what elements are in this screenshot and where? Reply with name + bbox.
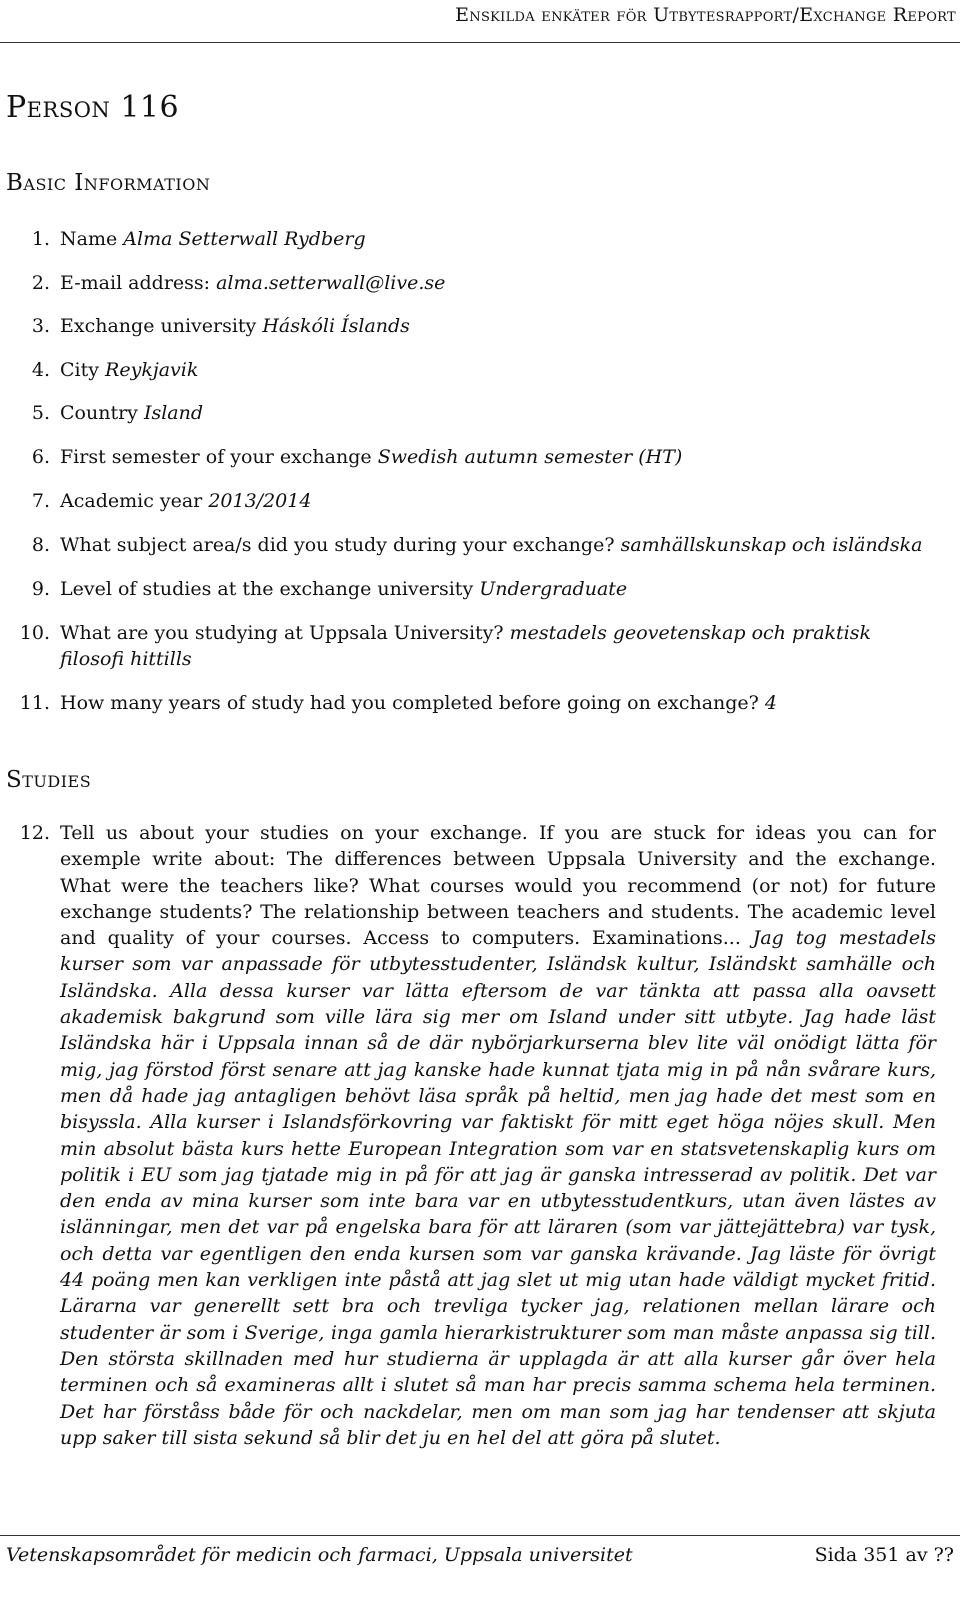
question-body <box>60 226 940 252</box>
page-header <box>0 0 960 43</box>
question-body <box>60 270 940 296</box>
question-body <box>60 576 940 602</box>
question-text: E-mail address: <box>60 272 211 294</box>
question-body <box>60 444 940 470</box>
section-studies: Studies <box>6 767 92 793</box>
answer-text: Swedish autumn semester (HT) <box>377 446 683 468</box>
answer-text: Háskóli Íslands <box>262 315 410 337</box>
answer-text: Reykjavik <box>105 359 199 381</box>
answer-text: Jag tog mestadels kurser som var anpassade för utbytesstudenter, Isländsk kultur, Isländskt samhälle och Isländska. Alla dessa kurser var lätta eftersom de var tänkta att passa alla oavsett akademisk bakgrund som ville lära sig mer om Island under sitt utbyte. Jag hade läst Isländska här i Uppsala innan så de där nybörjarkurserna blev lite väl onödigt lätta för mig, jag förstod först senare att jag kanske hade kunnat tjata mig in på nån svårare kurs, men då hade jag antagligen behövt läsa språk på heltid, men jag hade det mest som en bisyssla. Alla kurser i Islandsförkovring var faktiskt för mitt eget höga nöjes skull. Men min absolut bästa kurs hette European Integration som var en statsvetenskaplig kurs om politik i EU som jag tjatade mig in på för att jag är ganska intresserad av politik. Det var den enda av mina kurser som inte bara var en utbytesstudentkurs, utan även lästes av islänningar, men det var på engelska bara för att läraren (som var jättejättebra) var tysk, och detta var egentligen den enda kursen som var ganska krävande. Jag läste för övrigt 44 poäng men kan verkligen inte påstå att jag slet ut mig utan hade väldigt mycket fritid. Lärarna var generellt sett bra och trevliga tycker jag, relationen mellan lärare och studenter är som i Sverige, inga gamla hierarkistrukturer som man måste anpassa sig till. Den största skillnaden med hur studierna är upplagda är att alla kurser går över hela terminen och så examineras allt i slutet så man har precis samma schema hela terminen. Det har förståss både för och nackdelar, men om man som jag har tendenser att skjuta upp saker till sista sekund så blir det ju en hel del att göra på slutet. <box>60 927 936 1449</box>
question-body <box>60 357 940 383</box>
question-number: 12. <box>19 822 50 844</box>
person-title: Person 116 <box>6 90 180 125</box>
question-body <box>60 400 940 426</box>
question-text: What are you studying at Uppsala University? <box>60 622 504 644</box>
question-body <box>60 532 940 558</box>
question-text: First semester of your exchange <box>60 446 372 468</box>
answer-text: 4 <box>764 692 778 714</box>
question-text: Academic year <box>60 490 203 512</box>
question-number: 9. <box>31 578 50 600</box>
question-body <box>60 313 940 339</box>
question-body <box>60 690 940 716</box>
answer-text: mestadels geovetenskap och praktisk filosofi hittills <box>60 622 872 670</box>
question-number: 6. <box>31 446 50 468</box>
answer-text: alma.setterwall@live.se <box>216 272 446 294</box>
answer-text: 2013/2014 <box>208 490 312 512</box>
answer-text: Alma Setterwall Rydberg <box>123 228 366 250</box>
question-number: 7. <box>31 490 50 512</box>
question-number: 11. <box>19 692 50 714</box>
footer-institution: Vetenskapsområdet för medicin och farmaci, Uppsala universitet <box>6 1544 633 1566</box>
question-number: 1. <box>31 228 50 250</box>
question-text: How many years of study had you completed before going on exchange? <box>60 692 759 714</box>
question-number: 5. <box>31 402 50 424</box>
question-body <box>60 488 940 514</box>
question-text: City <box>60 359 99 381</box>
question-body <box>60 620 940 672</box>
footer-rule <box>0 1535 960 1538</box>
question-text: Tell us about your studies on your exchange. If you are stuck for ideas you can for exemple write about: The differences between Uppsala University and the exchange. What were the teachers like? What courses would you recommend (or not) for future exchange students? The relationship between teachers and students. The academic level and quality of your courses. Access to computers. Examinations... <box>60 822 936 950</box>
studies-question-item <box>60 820 936 1451</box>
question-text: Level of studies at the exchange university <box>60 578 474 600</box>
question-number: 2. <box>31 272 50 294</box>
answer-text: Undergraduate <box>479 578 628 600</box>
question-text: What subject area/s did you study during your exchange? <box>60 534 615 556</box>
header-title: Enskilda enkäter för Utbytesrapport/Exchange Report <box>455 4 956 26</box>
answer-text: Island <box>143 402 204 424</box>
question-number: 10. <box>19 622 50 644</box>
question-text: Exchange university <box>60 315 257 337</box>
section-basic-information: Basic Information <box>6 170 211 196</box>
question-number: 8. <box>31 534 50 556</box>
question-text: Country <box>60 402 138 424</box>
answer-text: samhällskunskap och isländska <box>620 534 923 556</box>
question-number: 3. <box>31 315 50 337</box>
footer-page-number: Sida 351 av ?? <box>814 1544 954 1566</box>
question-text: Name <box>60 228 118 250</box>
question-number: 4. <box>31 359 50 381</box>
